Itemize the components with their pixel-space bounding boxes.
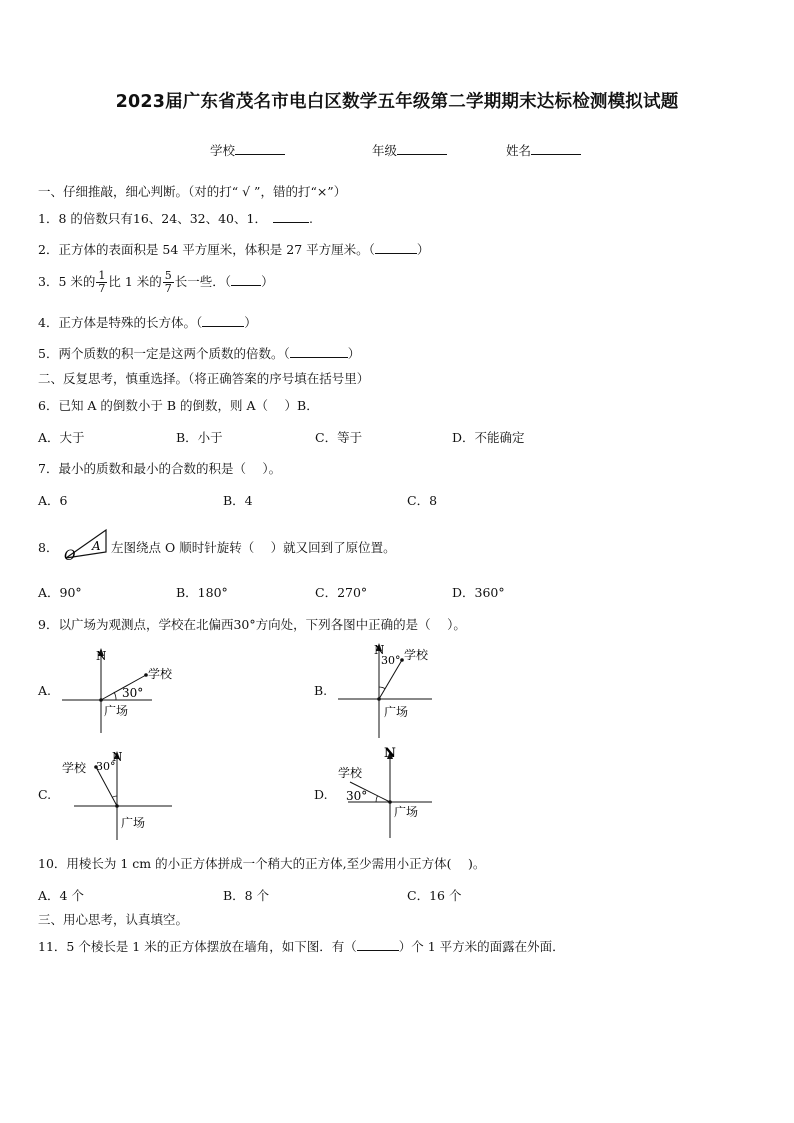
- point-o-label: O: [64, 548, 76, 562]
- school-label: 学校: [62, 761, 87, 775]
- north-label: N: [96, 649, 107, 663]
- q9-diagram-c: [60, 742, 190, 842]
- angle-label: 30°: [96, 760, 116, 773]
- q7-option-a[interactable]: A．6: [38, 493, 68, 508]
- question-2: 2．正方体的表面积是 54 平方厘米，体积是 27 平方厘米。（ ）: [38, 242, 430, 257]
- section3-heading: 三、用心思考，认真填空。: [38, 912, 189, 927]
- q9-option-d-label[interactable]: D.: [314, 787, 328, 802]
- question-5: 5．两个质数的积一定是这两个质数的倍数。（ ）: [38, 346, 361, 361]
- fraction-5-7: $\frac{5}{7}$: [164, 269, 172, 295]
- north-label: N: [374, 643, 385, 657]
- angle-label: 30°: [346, 789, 368, 803]
- rotation-figure: [62, 526, 110, 562]
- fraction-1-7: $\frac{1}{7}$: [98, 269, 106, 295]
- q10-option-b[interactable]: B．8 个: [223, 888, 270, 903]
- q9-option-a-label[interactable]: A.: [38, 683, 52, 698]
- q8-option-b[interactable]: B．180°: [176, 585, 228, 600]
- q7-option-b[interactable]: B．4: [223, 493, 253, 508]
- square-label: 广场: [104, 704, 129, 718]
- section1-heading: 一、仔细推敲，细心判断。（对的打“ √ ”，错的打“×”）: [38, 184, 347, 199]
- square-point: [388, 800, 392, 804]
- school-blank[interactable]: [235, 142, 285, 155]
- q9-diagram-a: [60, 645, 200, 735]
- square-point: [377, 697, 381, 701]
- answer-blank-2[interactable]: [375, 241, 417, 254]
- answer-blank-5[interactable]: [290, 345, 348, 358]
- question-10: 10．用棱长为 1 cm 的小正方体拼成一个稍大的正方体,至少需用小正方体( )。: [38, 856, 486, 871]
- north-label: N: [112, 750, 123, 764]
- question-8: 左图绕点 O 顺时针旋转（ ）就又回到了原位置。: [111, 540, 396, 555]
- q8-option-c[interactable]: C．270°: [315, 585, 368, 600]
- question-3: 3．5 米的 $\frac{1}{7}$ 比 1 米的 $\frac{5}{7}$ 长一些．（ ）: [38, 269, 274, 295]
- grade-field: 年级: [372, 141, 447, 159]
- q8-option-d[interactable]: D．360°: [452, 585, 505, 600]
- angle-arc: [112, 796, 117, 797]
- name-blank[interactable]: [531, 142, 581, 155]
- q8-option-a[interactable]: A．90°: [38, 585, 82, 600]
- q6-option-a[interactable]: A．大于: [38, 430, 85, 445]
- question-4: 4．正方体是特殊的长方体。（ ）: [38, 315, 257, 330]
- question-1: 1．8 的倍数只有16、24、32、40、1． .: [38, 211, 313, 226]
- q10-option-c[interactable]: C．16 个: [407, 888, 462, 903]
- q6-option-b[interactable]: B．小于: [176, 430, 223, 445]
- point-a-label: A: [92, 539, 101, 553]
- angle-arc: [379, 687, 385, 689]
- question-6: 6．已知 A 的倒数小于 B 的倒数，则 A（ ）B．: [38, 398, 319, 413]
- school-field: 学校: [210, 141, 285, 159]
- answer-blank-11[interactable]: [357, 938, 399, 951]
- question-9: 9．以广场为观测点，学校在北偏西30°方向处，下列各图中正确的是（ ）。: [38, 617, 466, 632]
- angle-arc: [114, 692, 116, 700]
- q10-option-a[interactable]: A．4 个: [38, 888, 84, 903]
- q7-option-c[interactable]: C．8: [407, 493, 438, 508]
- school-label: 学校: [338, 766, 363, 780]
- question-11: 11．5 个棱长是 1 米的正方体摆放在墙角，如下图．有（ ）个 1 平方米的面露在外面．: [38, 939, 565, 954]
- section2-heading: 二、反复思考，慎重选择。（将正确答案的序号填在括号里）: [38, 371, 370, 386]
- square-label: 广场: [121, 816, 146, 830]
- q9-diagram-d: [336, 742, 466, 842]
- square-point: [115, 804, 119, 808]
- q9-diagram-b: [336, 640, 466, 740]
- page-title: 2023届广东省茂名市电白区数学五年级第二学期期末达标检测模拟试题: [115, 92, 679, 112]
- angle-arc: [376, 796, 378, 802]
- angle-label: 30°: [381, 654, 401, 667]
- question-7: 7．最小的质数和最小的合数的积是（ ）。: [38, 461, 282, 476]
- q8-number: 8．: [38, 540, 59, 555]
- angle-label: 30°: [122, 686, 144, 700]
- name-field: 姓名: [506, 141, 581, 159]
- q9-option-c-label[interactable]: C.: [38, 787, 52, 802]
- north-label: N: [384, 746, 396, 761]
- school-label: 学校: [404, 648, 429, 662]
- school-label: 学校: [148, 667, 173, 681]
- answer-blank-4[interactable]: [202, 314, 244, 327]
- q9-option-b-label[interactable]: B.: [314, 683, 328, 698]
- square-point: [99, 698, 103, 702]
- q6-option-d[interactable]: D．不能确定: [452, 430, 525, 445]
- q6-option-c[interactable]: C．等于: [315, 430, 363, 445]
- grade-blank[interactable]: [397, 142, 447, 155]
- answer-blank-3[interactable]: [231, 273, 261, 286]
- square-label: 广场: [384, 705, 409, 719]
- answer-blank-1[interactable]: [273, 210, 309, 223]
- square-label: 广场: [394, 805, 419, 819]
